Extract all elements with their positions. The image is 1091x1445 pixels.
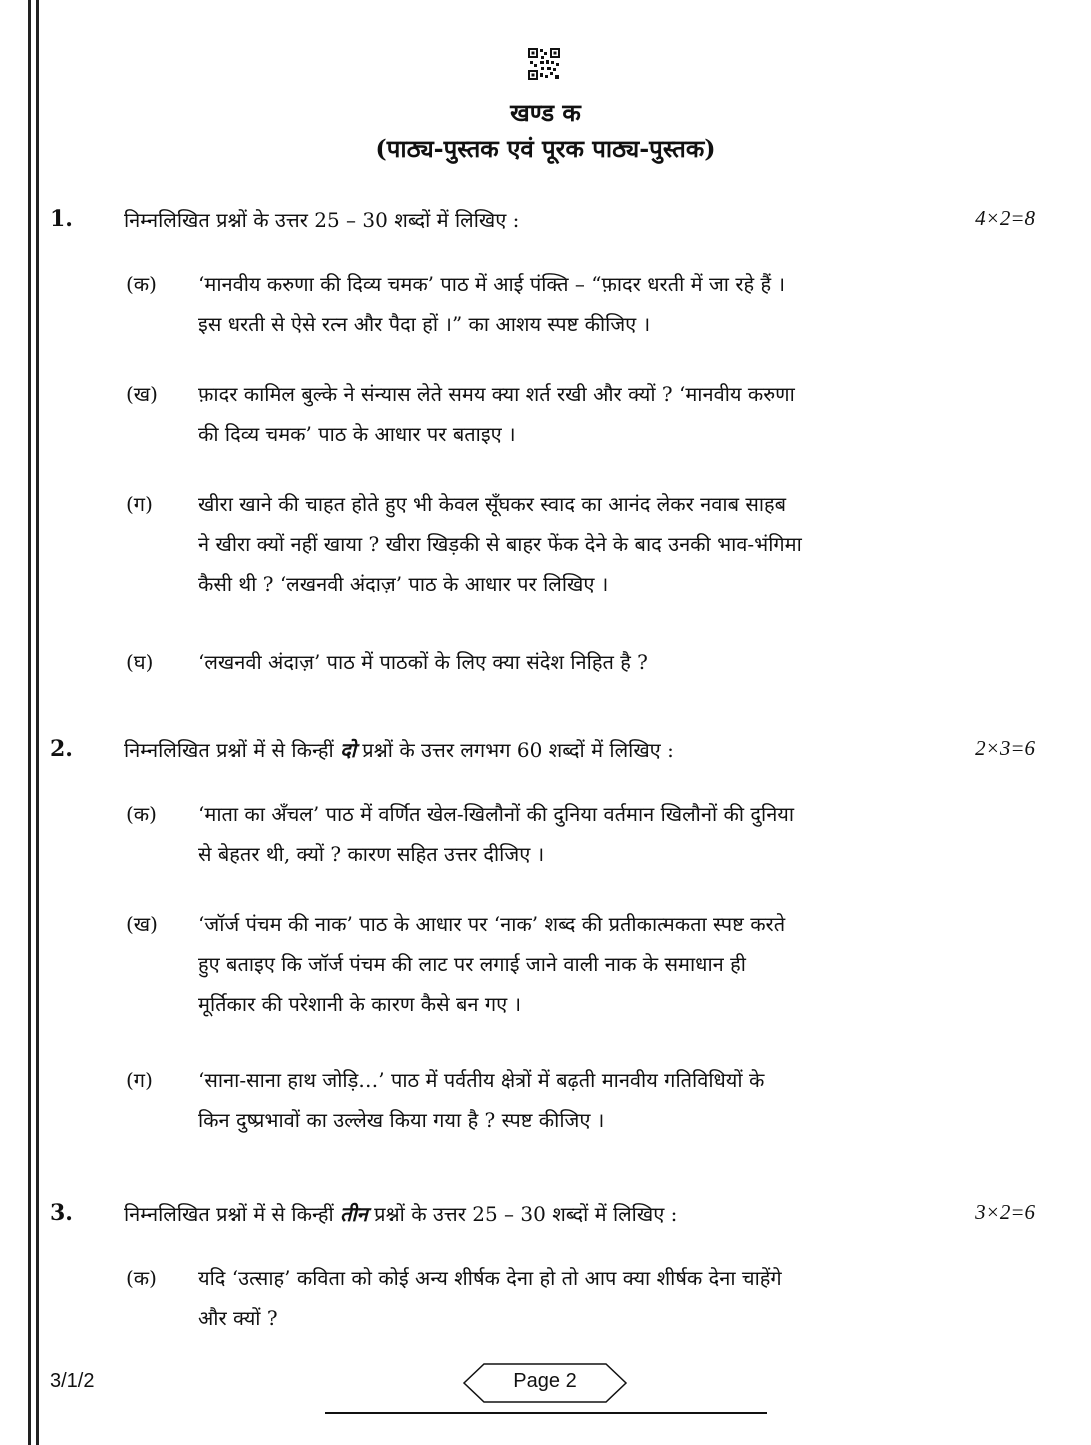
part-line: किन दुष्प्रभावों का उल्लेख किया गया है ? स्पष्ट कीजिए ।	[198, 1108, 605, 1132]
question-emphasis: दो	[340, 738, 356, 762]
question-text-before: निम्नलिखित प्रश्नों में से किन्हीं	[124, 738, 334, 762]
qr-code-icon	[528, 48, 560, 80]
part-line: हुए बताइए कि जॉर्ज पंचम की लाट पर लगाई जाने वाली नाक के समाधान ही	[198, 952, 746, 976]
part-line: ने खीरा क्यों नहीं खाया ? खीरा खिड़की से बाहर फेंक देने के बाद उनकी भाव-भंगिमा	[198, 532, 802, 556]
question-emphasis: तीन	[340, 1202, 368, 1226]
question-marks: 4×2=8	[975, 206, 1035, 230]
part-line: ‘माता का अँचल’ पाठ में वर्णित खेल-खिलौनों की दुनिया वर्तमान खिलौनों की दुनिया	[198, 802, 795, 826]
part-label: (क)	[126, 802, 157, 826]
question-text-before: निम्नलिखित प्रश्नों में से किन्हीं	[124, 1202, 334, 1226]
part-label: (घ)	[126, 650, 154, 674]
section-title: खण्ड क	[510, 98, 581, 127]
part-text	[198, 904, 980, 1024]
page-number: Page 2	[513, 1370, 577, 1392]
part-label: (ग)	[126, 492, 153, 516]
part-text	[198, 484, 980, 604]
part-text	[198, 642, 980, 682]
section-subtitle: (पाठ्य-पुस्तक एवं पूरक पाठ्य-पुस्तक)	[375, 134, 716, 163]
part-line: ‘लखनवी अंदाज़’ पाठ में पाठकों के लिए क्या संदेश निहित है ?	[198, 650, 648, 674]
part-line: यदि ‘उत्साह’ कविता को कोई अन्य शीर्षक देना हो तो आप क्या शीर्षक देना चाहेंगे	[198, 1266, 782, 1290]
part-text	[198, 264, 980, 344]
part-label: (क)	[126, 1266, 157, 1290]
footer-line	[325, 1412, 767, 1414]
part-text	[198, 1060, 980, 1140]
part-line: कैसी थी ? ‘लखनवी अंदाज़’ पाठ के आधार पर लिखिए ।	[198, 572, 609, 596]
margin-line	[28, 0, 31, 1445]
part-line: खीरा खाने की चाहत होते हुए भी केवल सूँघकर स्वाद का आनंद लेकर नवाब साहब	[198, 492, 787, 516]
question-number: 3.	[50, 1200, 73, 1226]
part-line: ‘जॉर्ज पंचम की नाक’ पाठ के आधार पर ‘नाक’ शब्द की प्रतीकात्मकता स्पष्ट करते	[198, 912, 786, 936]
question-marks: 3×2=6	[975, 1200, 1035, 1224]
question-text-after: प्रश्नों के उत्तर लगभग 60 शब्दों में लिखिए :	[362, 738, 674, 762]
part-line: मूर्तिकार की परेशानी के कारण कैसे बन गए ।	[198, 992, 522, 1016]
question-marks: 2×3=6	[975, 736, 1035, 760]
part-line: ‘साना-साना हाथ जोड़ि…’ पाठ में पर्वतीय क्षेत्रों में बढ़ती मानवीय गतिविधियों के	[198, 1068, 765, 1092]
part-line: ‘मानवीय करुणा की दिव्य चमक’ पाठ में आई पंक्ति – “फ़ादर धरती में जा रहे हैं ।	[198, 272, 786, 296]
question-text-after: प्रश्नों के उत्तर 25 – 30 शब्दों में लिखिए :	[374, 1202, 678, 1226]
paper-code: 3/1/2	[50, 1370, 95, 1392]
part-label: (ग)	[126, 1068, 153, 1092]
question-number: 1.	[50, 206, 73, 232]
page-indicator	[462, 1362, 628, 1404]
question-text	[124, 736, 674, 763]
part-label: (ख)	[126, 382, 158, 406]
part-line: की दिव्य चमक’ पाठ के आधार पर बताइए ।	[198, 422, 516, 446]
part-label: (क)	[126, 272, 157, 296]
part-line: इस धरती से ऐसे रत्न और पैदा हों ।” का आशय स्पष्ट कीजिए ।	[198, 312, 651, 336]
part-line: से बेहतर थी, क्यों ? कारण सहित उत्तर दीजिए ।	[198, 842, 545, 866]
part-line: और क्यों ?	[198, 1306, 278, 1330]
question-number: 2.	[50, 736, 73, 762]
part-text	[198, 794, 980, 874]
part-text	[198, 1258, 980, 1338]
question-text	[124, 1200, 677, 1227]
part-label: (ख)	[126, 912, 158, 936]
part-line: फ़ादर कामिल बुल्के ने संन्यास लेते समय क्या शर्त रखी और क्यों ? ‘मानवीय करुणा	[198, 382, 795, 406]
margin-line	[36, 0, 39, 1445]
part-text	[198, 374, 980, 454]
question-text: निम्नलिखित प्रश्नों के उत्तर 25 – 30 शब्दों में लिखिए :	[124, 208, 520, 232]
